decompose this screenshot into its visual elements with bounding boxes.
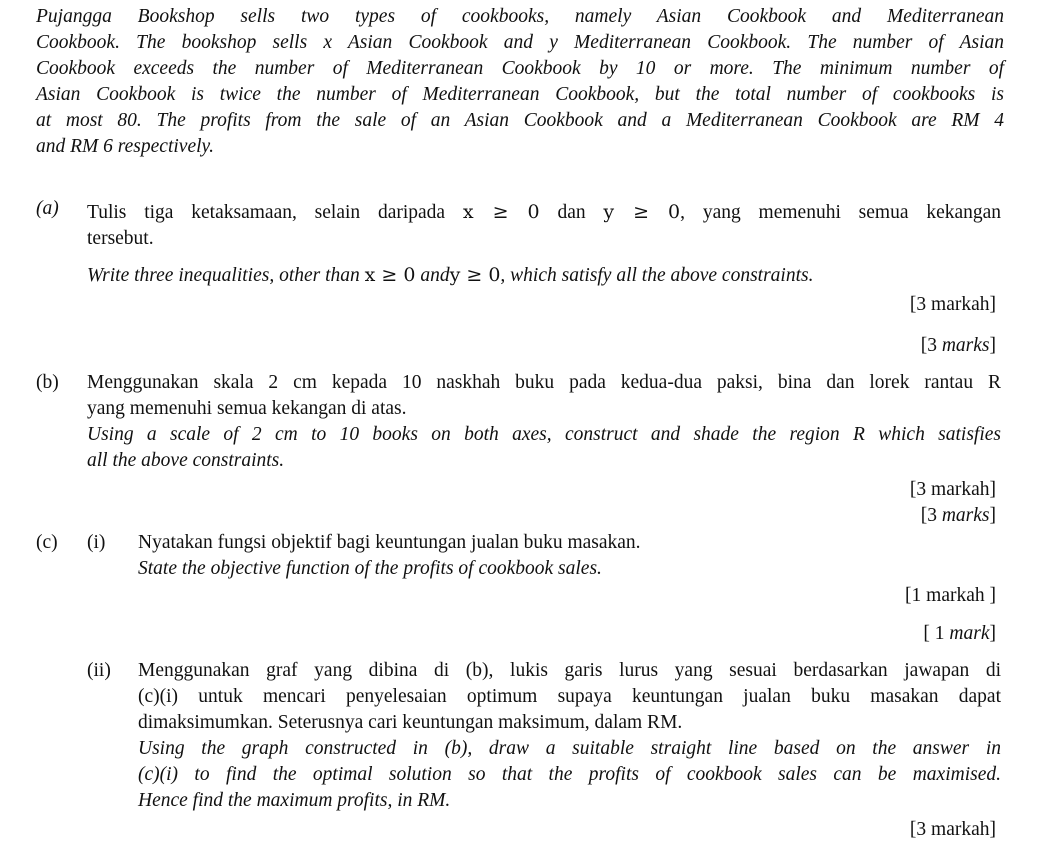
part-c-i-english: State the objective function of the profits of cookbook sales. xyxy=(138,558,602,579)
part-c-ii-marks-ms: [3 markah] xyxy=(909,819,996,840)
y-nonneg-condition: y ≥ 0 xyxy=(603,201,681,223)
part-a-marks-en: [3 marks] xyxy=(920,335,996,356)
y-nonneg-condition-en: y ≥ 0 xyxy=(449,264,501,286)
part-c-ii-english-line-2: (c)(i) to find the optimal solution so that the profits of cookbook sales can be maximised. xyxy=(138,764,1001,785)
question-stem xyxy=(36,4,1004,160)
part-a-malay-line-1: Tulis tiga ketaksamaan, selain daripada x ≥ 0 dan y ≥ 0, yang memenuhi semua kekangan xyxy=(87,201,1002,223)
part-a-label: (a) xyxy=(36,198,59,219)
part-b-malay-line-1: Menggunakan skala 2 cm kepada 10 naskhah buku pada kedua-dua paksi, bina dan lorek rantau R xyxy=(87,372,1001,393)
part-c-i-marks-ms: [1 markah ] xyxy=(905,585,996,606)
part-c-ii-label: (ii) xyxy=(87,660,111,681)
stem-line-4: Asian Cookbook is twice the number of Mediterranean Cookbook, but the total number of cookbooks is xyxy=(36,84,1004,105)
part-b-english-line-1: Using a scale of 2 cm to 10 books on both axes, construct and shade the region R which satisfies xyxy=(87,424,1001,445)
part-c-ii-malay-line-1: Menggunakan graf yang dibina di (b), lukis garis lurus yang sesuai berdasarkan jawapan di xyxy=(138,660,1001,681)
part-b-marks-en: [3 marks] xyxy=(920,505,996,526)
part-c-label: (c) xyxy=(36,532,58,553)
part-c-ii-malay-line-3: dimaksimumkan. Seterusnya cari keuntungan maksimum, dalam RM. xyxy=(138,712,683,733)
part-c-ii-english-line-3: Hence find the maximum profits, in RM. xyxy=(138,790,451,811)
part-b-malay-line-2: yang memenuhi semua kekangan di atas. xyxy=(87,398,407,419)
stem-line-2: Cookbook. The bookshop sells x Asian Cookbook and y Mediterranean Cookbook. The number of Asian xyxy=(36,32,1004,53)
stem-line-1: Pujangga Bookshop sells two types of cookbooks, namely Asian Cookbook and Mediterranean xyxy=(36,6,1004,27)
part-c-ii-text xyxy=(138,658,1001,814)
part-c-i-text xyxy=(138,530,1001,582)
part-c-i-malay: Nyatakan fungsi objektif bagi keuntungan jualan buku masakan. xyxy=(138,532,641,553)
part-a-malay xyxy=(87,199,1001,252)
part-a-marks-ms: [3 markah] xyxy=(909,294,996,315)
part-c-i-label: (i) xyxy=(87,532,106,553)
part-b-text xyxy=(87,370,1001,474)
stem-line-5: at most 80. The profits from the sale of an Asian Cookbook and a Mediterranean Cookbook are RM 4 xyxy=(36,110,1004,131)
part-c-ii-english-line-1: Using the graph constructed in (b), draw a suitable straight line based on the answer in xyxy=(138,738,1001,759)
x-nonneg-condition-en: x ≥ 0 xyxy=(364,264,416,286)
stem-line-3: Cookbook exceeds the number of Mediterranean Cookbook by 10 or more. The minimum number of xyxy=(36,58,1004,79)
part-a-english: Write three inequalities, other than x ≥ 0 andy ≥ 0, which satisfy all the above constraints. xyxy=(87,264,814,286)
x-nonneg-condition: x ≥ 0 xyxy=(462,201,540,223)
part-c-i-marks-en: [ 1 mark] xyxy=(923,623,996,644)
part-b-label: (b) xyxy=(36,372,59,393)
stem-line-6: and RM 6 respectively. xyxy=(36,136,214,157)
part-a-malay-line-2: tersebut. xyxy=(87,228,154,249)
part-b-marks-ms: [3 markah] xyxy=(909,479,996,500)
part-c-ii-malay-line-2: (c)(i) untuk mencari penyelesaian optimum supaya keuntungan jualan buku masakan dapat xyxy=(138,686,1001,707)
part-b-english-line-2: all the above constraints. xyxy=(87,450,285,471)
